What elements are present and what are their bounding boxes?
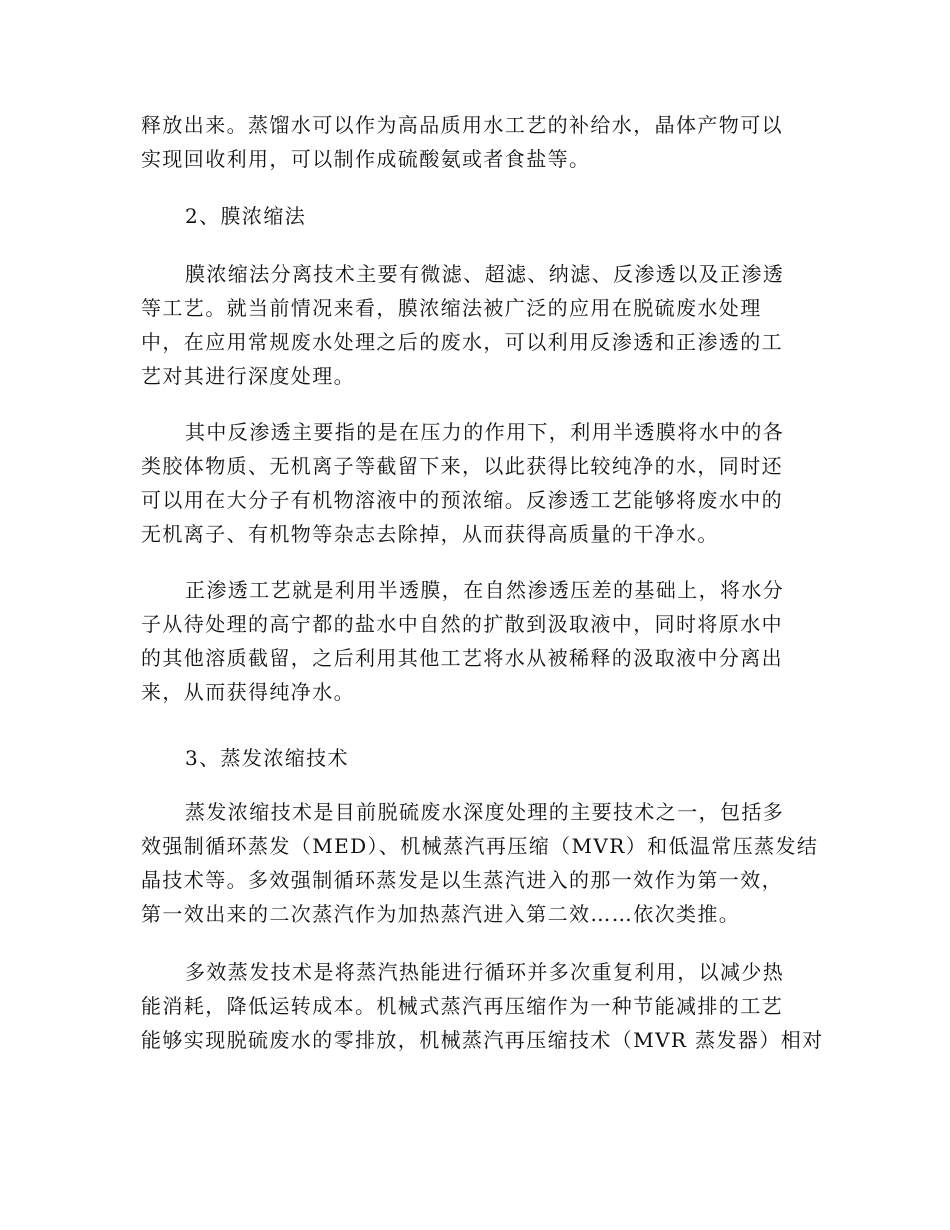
text-line: 子从待处理的高宁都的盐水中自然的扩散到汲取液中，同时将原水中 (141, 612, 783, 636)
text-line: 来，从而获得纯净水。 (141, 680, 355, 704)
paragraph-evaporation (141, 795, 819, 931)
text-line: 类胶体物质、无机离子等截留下来，以此获得比较纯净的水，同时还 (141, 454, 783, 478)
text-line: 晶技术等。多效强制循环蒸发是以生蒸汽进入的那一效作为第一效， (141, 868, 783, 892)
heading-text: 2、膜浓缩法 (185, 204, 307, 228)
section-heading-membrane (141, 199, 813, 233)
text-line: 艺对其进行深度处理。 (141, 364, 355, 388)
text-line: 释放出来。蒸馏水可以作为高品质用水工艺的补给水，晶体产物可以 (141, 113, 783, 137)
text-line: 第一效出来的二次蒸汽作为加热蒸汽进入第二效……依次类推。 (141, 902, 741, 926)
text-line: 蒸发浓缩技术是目前脱硫废水深度处理的主要技术之一，包括多 (185, 800, 785, 824)
text-line: 等工艺。就当前情况来看，膜浓缩法被广泛的应用在脱硫废水处理 (141, 296, 762, 320)
section-heading-evaporation (141, 741, 813, 775)
paragraph-multi-effect (141, 955, 824, 1057)
text-line: 中，在应用常规废水处理之后的废水，可以利用反渗透和正渗透的工 (141, 330, 783, 354)
text-line: 能够实现脱硫废水的零排放，机械蒸汽再压缩技术（MVR 蒸发器）相对 (141, 1028, 824, 1052)
text-line: 效强制循环蒸发（MED）、机械蒸汽再压缩（MVR）和低温常压蒸发结 (141, 834, 819, 858)
paragraph-membrane (141, 257, 813, 393)
text-line: 正渗透工艺就是利用半透膜，在自然渗透压差的基础上，将水分 (185, 578, 785, 602)
text-line: 膜浓缩法分离技术主要有微滤、超滤、纳滤、反渗透以及正渗透 (185, 262, 785, 286)
paragraph-reverse-osmosis (141, 415, 813, 551)
text-line: 实现回收利用，可以制作成硫酸氨或者食盐等。 (141, 147, 591, 171)
text-line: 其中反渗透主要指的是在压力的作用下，利用半透膜将水中的各 (185, 420, 785, 444)
text-line: 可以用在大分子有机物溶液中的预浓缩。反渗透工艺能够将废水中的 (141, 488, 783, 512)
text-line: 无机离子、有机物等杂志去除掉，从而获得高质量的干净水。 (141, 522, 719, 546)
paragraph-continued (141, 108, 813, 176)
text-line: 的其他溶质截留，之后利用其他工艺将水从被稀释的汲取液中分离出 (141, 646, 783, 670)
text-line: 多效蒸发技术是将蒸汽热能进行循环并多次重复利用，以减少热 (185, 960, 785, 984)
heading-text: 3、蒸发浓缩技术 (185, 746, 349, 770)
paragraph-forward-osmosis (141, 573, 813, 709)
text-line: 能消耗，降低运转成本。机械式蒸汽再压缩作为一种节能减排的工艺 (141, 994, 783, 1018)
